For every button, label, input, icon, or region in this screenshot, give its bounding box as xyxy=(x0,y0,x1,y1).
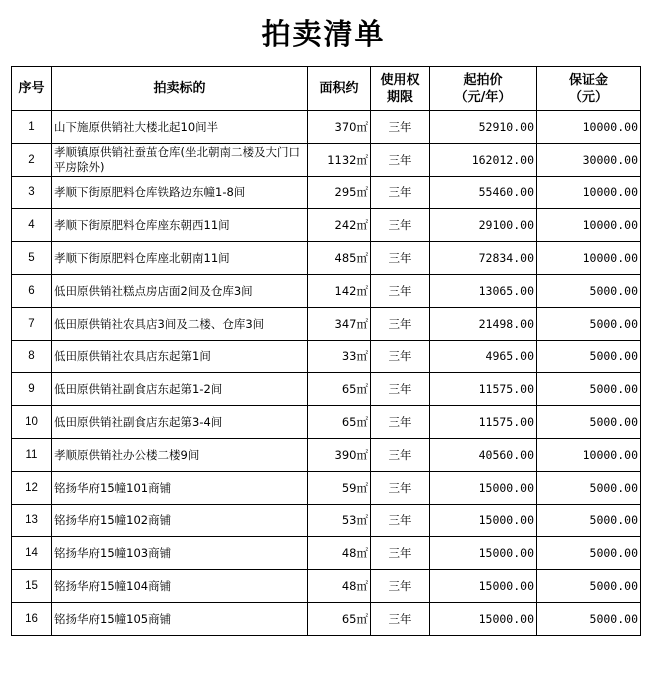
table-row xyxy=(12,373,641,406)
cell-deposit: 5000.00 xyxy=(537,373,641,406)
cell-deposit: 10000.00 xyxy=(537,209,641,242)
cell-area: 65㎡ xyxy=(308,602,371,635)
cell-item: 低田原供销社农具店3间及二楼、仓库3间 xyxy=(52,307,308,340)
cell-item: 铭扬华府15幢102商铺 xyxy=(52,504,308,537)
cell-item: 铭扬华府15幢104商铺 xyxy=(52,570,308,603)
cell-deposit: 5000.00 xyxy=(537,307,641,340)
cell-area: 347㎡ xyxy=(308,307,371,340)
cell-area: 59㎡ xyxy=(308,471,371,504)
cell-index: 8 xyxy=(12,340,52,373)
header-term: 使用权 期限 xyxy=(371,67,430,111)
cell-item: 山下施原供销社大楼北起10间半 xyxy=(52,111,308,144)
cell-area: 65㎡ xyxy=(308,406,371,439)
cell-area: 242㎡ xyxy=(308,209,371,242)
cell-index: 12 xyxy=(12,471,52,504)
table-row xyxy=(12,242,641,275)
cell-price: 40560.00 xyxy=(430,438,537,471)
cell-deposit: 5000.00 xyxy=(537,471,641,504)
cell-deposit: 5000.00 xyxy=(537,406,641,439)
table-row xyxy=(12,111,641,144)
table-row xyxy=(12,209,641,242)
table-row xyxy=(12,602,641,635)
cell-area: 390㎡ xyxy=(308,438,371,471)
cell-deposit: 10000.00 xyxy=(537,242,641,275)
table-row xyxy=(12,570,641,603)
cell-term: 三年 xyxy=(371,307,430,340)
cell-term: 三年 xyxy=(371,274,430,307)
cell-term: 三年 xyxy=(371,242,430,275)
table-row xyxy=(12,274,641,307)
cell-index: 6 xyxy=(12,274,52,307)
cell-area: 142㎡ xyxy=(308,274,371,307)
cell-deposit: 5000.00 xyxy=(537,602,641,635)
header-price: 起拍价 （元/年） xyxy=(430,67,537,111)
cell-deposit: 5000.00 xyxy=(537,274,641,307)
cell-index: 16 xyxy=(12,602,52,635)
cell-index: 10 xyxy=(12,406,52,439)
cell-area: 65㎡ xyxy=(308,373,371,406)
table-row xyxy=(12,307,641,340)
cell-area: 485㎡ xyxy=(308,242,371,275)
cell-term: 三年 xyxy=(371,143,430,176)
header-index: 序号 xyxy=(12,67,52,111)
cell-deposit: 30000.00 xyxy=(537,143,641,176)
cell-item: 低田原供销社糕点房店面2间及仓库3间 xyxy=(52,274,308,307)
cell-price: 15000.00 xyxy=(430,570,537,603)
cell-item: 孝顺下街原肥料仓库座东朝西11间 xyxy=(52,209,308,242)
cell-price: 52910.00 xyxy=(430,111,537,144)
cell-index: 1 xyxy=(12,111,52,144)
cell-price: 15000.00 xyxy=(430,504,537,537)
cell-area: 48㎡ xyxy=(308,537,371,570)
cell-index: 9 xyxy=(12,373,52,406)
auction-table xyxy=(11,66,641,636)
cell-term: 三年 xyxy=(371,209,430,242)
table-body xyxy=(12,111,641,636)
cell-item: 孝顺下街原肥料仓库铁路边东幢1-8间 xyxy=(52,176,308,209)
table-row xyxy=(12,471,641,504)
table-row xyxy=(12,406,641,439)
cell-price: 15000.00 xyxy=(430,602,537,635)
cell-deposit: 5000.00 xyxy=(537,537,641,570)
cell-area: 295㎡ xyxy=(308,176,371,209)
cell-index: 2 xyxy=(12,143,52,176)
cell-index: 4 xyxy=(12,209,52,242)
cell-term: 三年 xyxy=(371,537,430,570)
cell-price: 15000.00 xyxy=(430,471,537,504)
cell-area: 53㎡ xyxy=(308,504,371,537)
cell-index: 11 xyxy=(12,438,52,471)
table-row xyxy=(12,438,641,471)
cell-term: 三年 xyxy=(371,373,430,406)
cell-item: 低田原供销社副食店东起第1-2间 xyxy=(52,373,308,406)
cell-area: 48㎡ xyxy=(308,570,371,603)
header-deposit: 保证金 （元） xyxy=(537,67,641,111)
cell-price: 162012.00 xyxy=(430,143,537,176)
cell-index: 5 xyxy=(12,242,52,275)
cell-term: 三年 xyxy=(371,406,430,439)
cell-term: 三年 xyxy=(371,438,430,471)
cell-price: 55460.00 xyxy=(430,176,537,209)
table-row xyxy=(12,143,641,176)
cell-item: 铭扬华府15幢103商铺 xyxy=(52,537,308,570)
cell-deposit: 5000.00 xyxy=(537,504,641,537)
table-row xyxy=(12,340,641,373)
cell-term: 三年 xyxy=(371,111,430,144)
cell-deposit: 10000.00 xyxy=(537,111,641,144)
cell-price: 13065.00 xyxy=(430,274,537,307)
cell-item: 低田原供销社副食店东起第3-4间 xyxy=(52,406,308,439)
table-row xyxy=(12,504,641,537)
cell-item: 孝顺原供销社办公楼二楼9间 xyxy=(52,438,308,471)
cell-price: 4965.00 xyxy=(430,340,537,373)
cell-price: 29100.00 xyxy=(430,209,537,242)
table-header-row xyxy=(12,67,641,111)
header-item: 拍卖标的 xyxy=(52,67,308,111)
cell-index: 13 xyxy=(12,504,52,537)
cell-area: 33㎡ xyxy=(308,340,371,373)
cell-price: 11575.00 xyxy=(430,406,537,439)
cell-term: 三年 xyxy=(371,471,430,504)
cell-deposit: 5000.00 xyxy=(537,570,641,603)
cell-term: 三年 xyxy=(371,504,430,537)
cell-deposit: 10000.00 xyxy=(537,438,641,471)
cell-deposit: 5000.00 xyxy=(537,340,641,373)
cell-term: 三年 xyxy=(371,570,430,603)
cell-item: 孝顺下街原肥料仓库座北朝南11间 xyxy=(52,242,308,275)
cell-item: 铭扬华府15幢105商铺 xyxy=(52,602,308,635)
cell-item: 孝顺镇原供销社蚕茧仓库(坐北朝南二楼及大门口平房除外) xyxy=(52,143,308,176)
table-row xyxy=(12,537,641,570)
page-title: 拍卖清单 xyxy=(261,17,386,51)
cell-index: 7 xyxy=(12,307,52,340)
cell-term: 三年 xyxy=(371,602,430,635)
cell-term: 三年 xyxy=(371,176,430,209)
cell-term: 三年 xyxy=(371,340,430,373)
cell-area: 370㎡ xyxy=(308,111,371,144)
cell-price: 72834.00 xyxy=(430,242,537,275)
cell-index: 14 xyxy=(12,537,52,570)
cell-price: 21498.00 xyxy=(430,307,537,340)
cell-area: 1132㎡ xyxy=(308,143,371,176)
cell-item: 铭扬华府15幢101商铺 xyxy=(52,471,308,504)
cell-price: 11575.00 xyxy=(430,373,537,406)
cell-item: 低田原供销社农具店东起第1间 xyxy=(52,340,308,373)
cell-index: 15 xyxy=(12,570,52,603)
cell-deposit: 10000.00 xyxy=(537,176,641,209)
cell-index: 3 xyxy=(12,176,52,209)
table-row xyxy=(12,176,641,209)
cell-price: 15000.00 xyxy=(430,537,537,570)
header-area: 面积约 xyxy=(308,67,371,111)
